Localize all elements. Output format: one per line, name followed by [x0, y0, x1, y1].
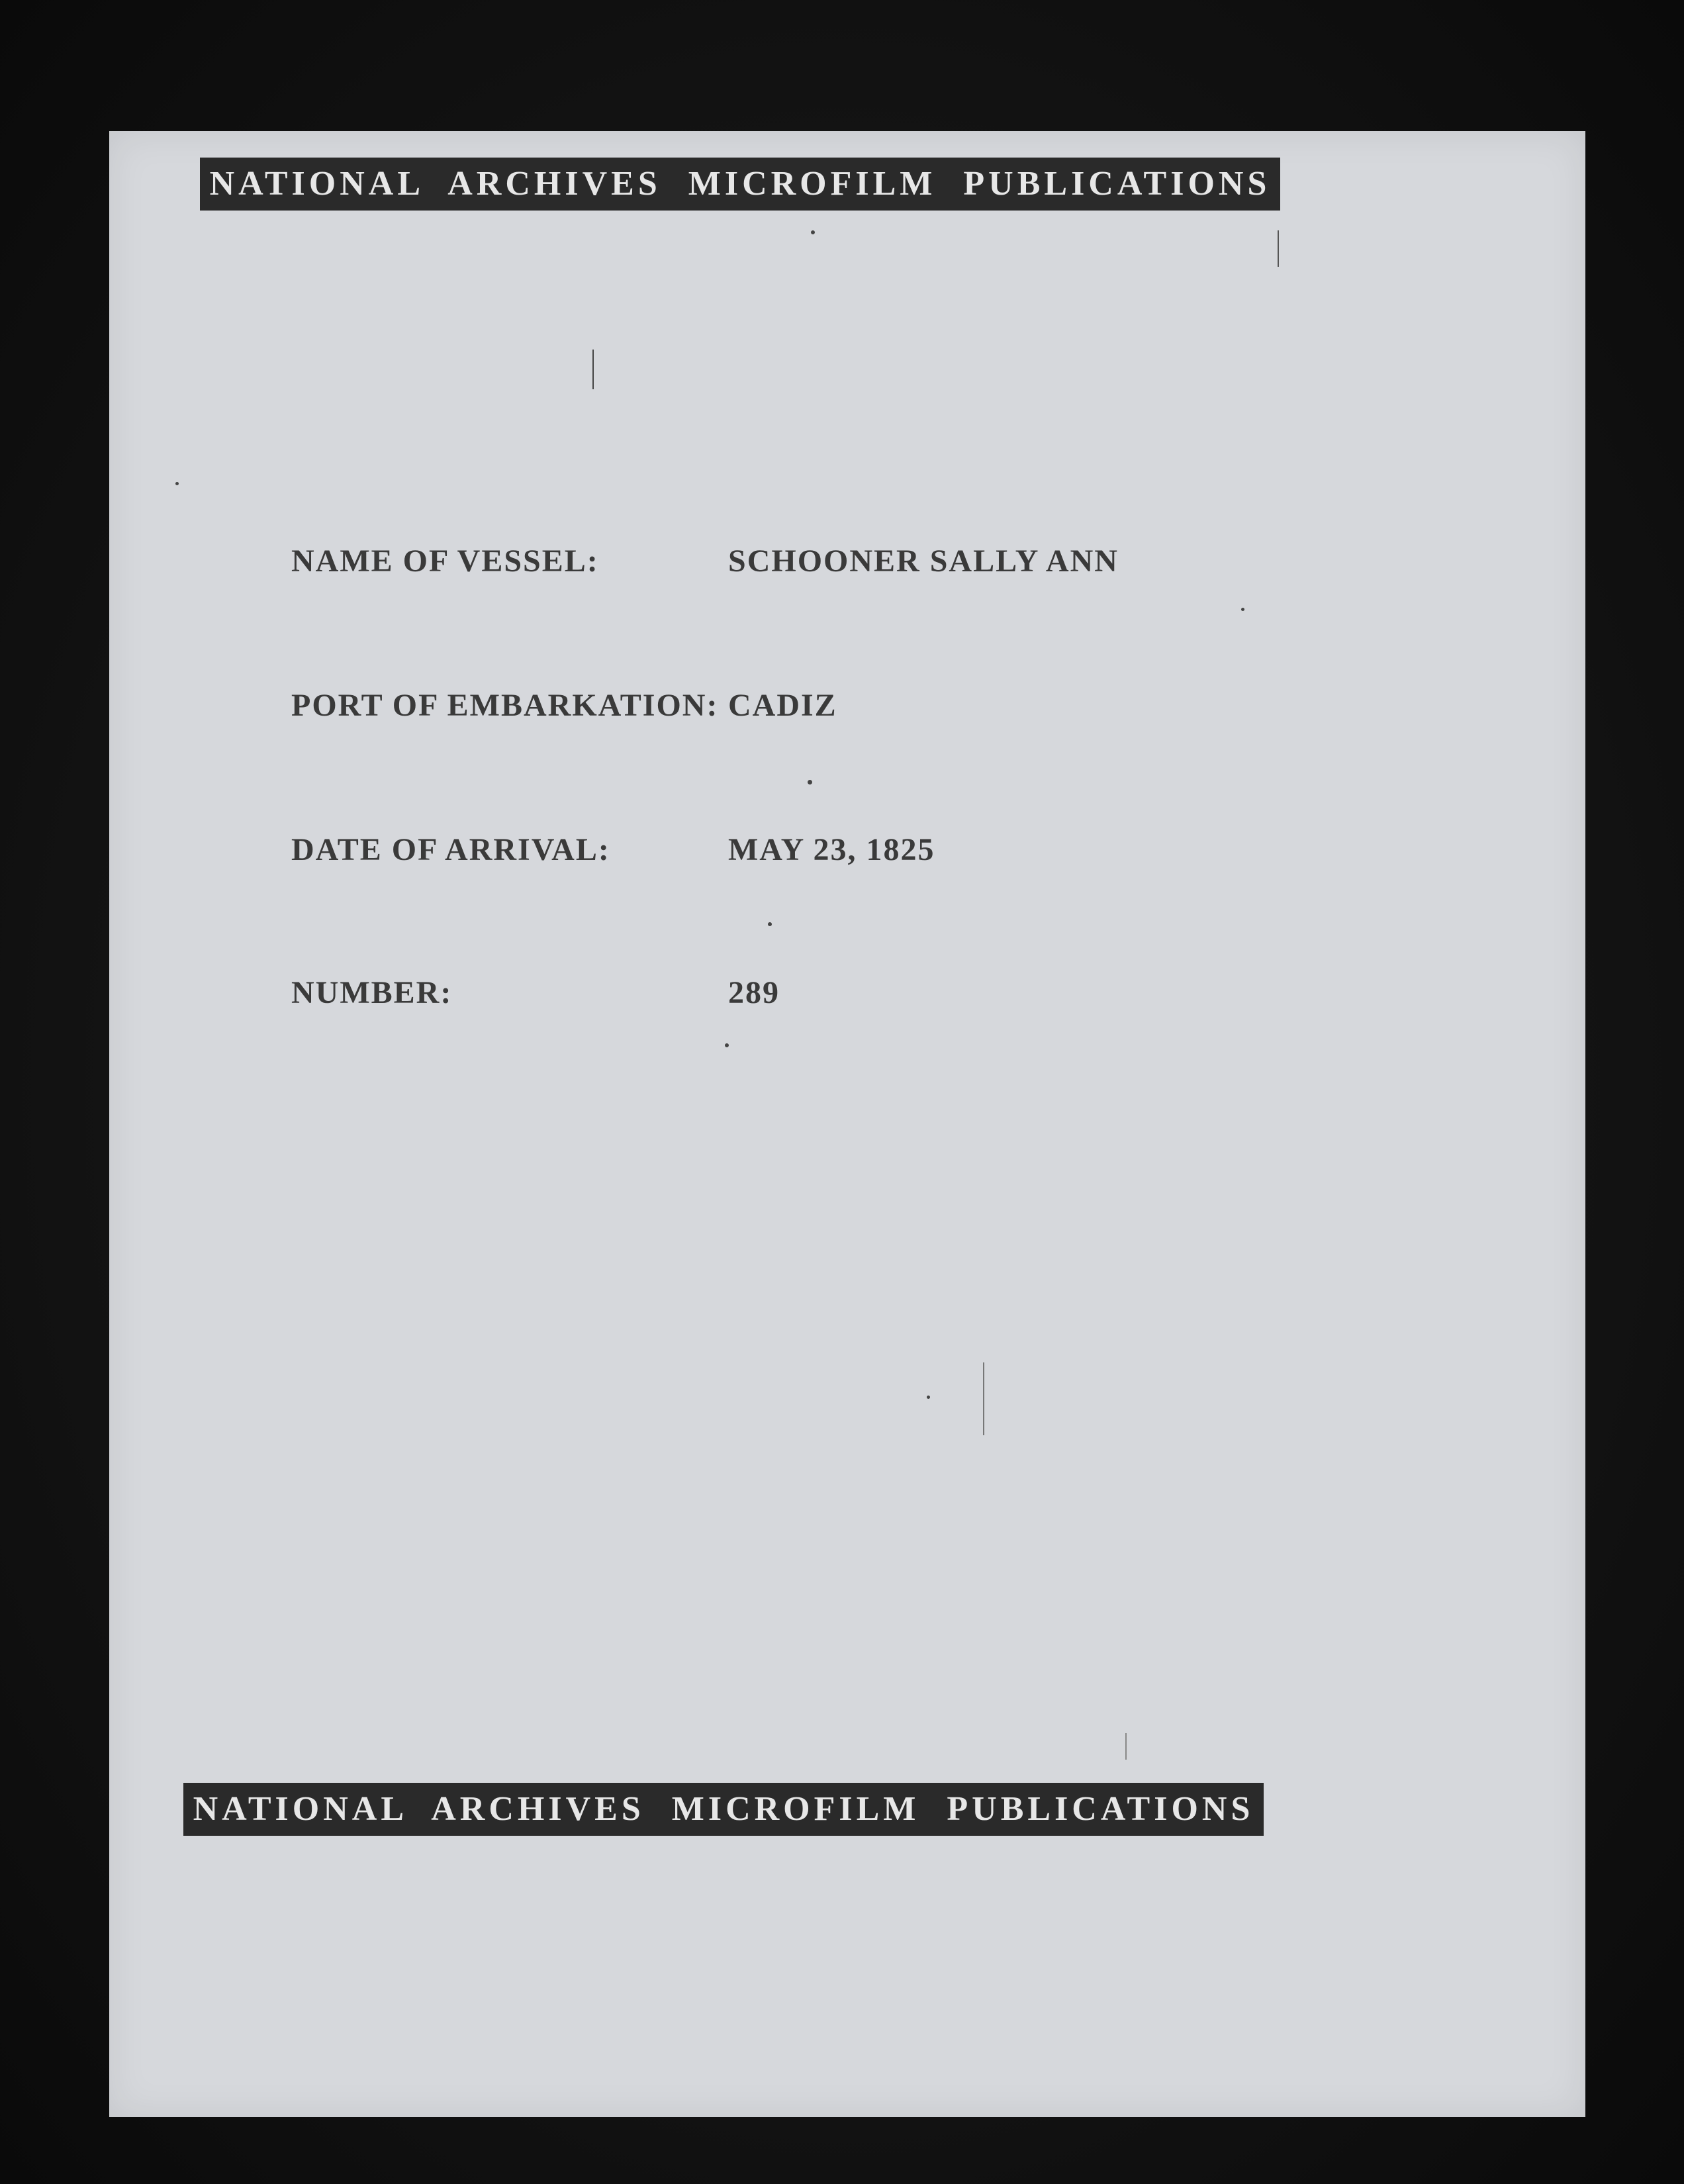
film-scratch — [983, 1362, 984, 1435]
film-speck — [811, 230, 815, 234]
footer-banner: NATIONAL ARCHIVES MICROFILM PUBLICATIONS — [183, 1783, 1264, 1836]
film-speck — [175, 482, 179, 485]
film-speck — [808, 780, 812, 784]
film-scratch — [1278, 230, 1279, 267]
port-value: CADIZ — [728, 688, 837, 723]
number-value: 289 — [728, 975, 780, 1010]
film-speck — [768, 922, 772, 926]
vessel-row — [291, 543, 1284, 589]
number-row — [291, 974, 1284, 1021]
film-scratch — [592, 350, 594, 389]
port-label: PORT OF EMBARKATION: — [291, 688, 719, 723]
film-speck — [1241, 608, 1244, 611]
port-row — [291, 687, 1284, 734]
date-row — [291, 831, 1284, 878]
number-label: NUMBER: — [291, 975, 453, 1010]
film-speck — [725, 1043, 729, 1047]
vessel-label: NAME OF VESSEL: — [291, 544, 599, 579]
date-value: MAY 23, 1825 — [728, 832, 935, 867]
film-scratch — [1125, 1733, 1127, 1760]
vessel-value: SCHOONER SALLY ANN — [728, 544, 1119, 579]
film-speck — [927, 1396, 930, 1399]
date-label: DATE OF ARRIVAL: — [291, 832, 610, 867]
header-banner: NATIONAL ARCHIVES MICROFILM PUBLICATIONS — [200, 158, 1280, 211]
